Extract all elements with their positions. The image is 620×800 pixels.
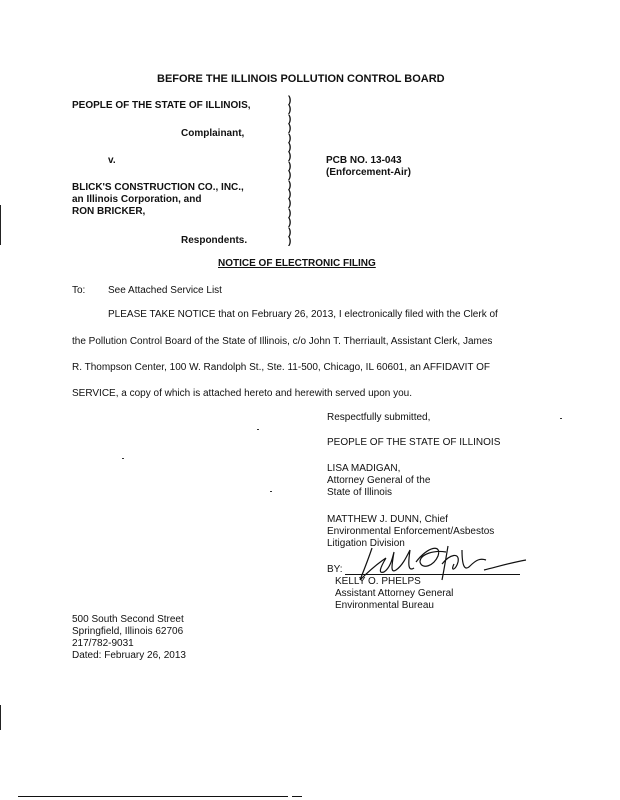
ag-name: LISA MADIGAN, [327,463,401,474]
paren: ) [288,226,292,238]
case-number: PCB NO. 13-043 [326,155,402,166]
caption-parens [288,96,291,247]
ag-title-2: State of Illinois [327,487,393,498]
paren: ) [288,132,292,144]
ag-title-1: Attorney General of the [327,475,431,486]
scan-margin-mark [0,205,1,245]
paren: ) [288,95,292,106]
paren: ) [288,142,292,154]
notice-line: R. Thompson Center, 100 W. Randolph St., Ste. 11-500, Chicago, IL 60601, an AFFIDAVIT OF [72,362,491,373]
plaintiff-name: PEOPLE OF THE STATE OF ILLINOIS, [72,100,251,111]
by-label: BY: [327,564,343,575]
scan-margin-mark [0,705,1,730]
paren: ) [288,170,292,182]
party-name: PEOPLE OF THE STATE OF ILLINOIS [327,437,501,448]
defendant-line-1: BLICK'S CONSTRUCTION CO., INC., [72,182,244,193]
versus-label: v. [108,155,116,166]
paren: ) [288,207,292,219]
scan-speck [257,429,259,430]
paren: ) [288,123,292,135]
notice-line: the Pollution Control Board of the State of Illinois, c/o John T. Therriault, Assistant Clerk, James [72,336,493,347]
scan-speck [122,458,124,459]
notice-line: SERVICE, a copy of which is attached hereto and herewith served upon you. [72,388,413,399]
signer-title-1: Assistant Attorney General [335,588,454,599]
closing-text: Respectfully submitted, [327,412,431,423]
scan-bottom-edge [292,796,302,797]
address-city: Springfield, Illinois 62706 [72,626,184,637]
paren: ) [288,179,292,191]
chief-title-1: Environmental Enforcement/Asbestos [327,526,495,537]
defendant-line-3: RON BRICKER, [72,206,146,217]
paren: ) [288,236,292,248]
paren: ) [288,104,292,116]
address-street: 500 South Second Street [72,614,184,625]
defendant-line-2: an Illinois Corporation, and [72,194,202,205]
chief-name: MATTHEW J. DUNN, Chief [327,514,448,525]
dated-line: Dated: February 26, 2013 [72,650,186,661]
defendant-role: Respondents. [181,235,248,246]
paren: ) [288,151,292,163]
address-phone: 217/782-9031 [72,638,134,649]
paren: ) [288,217,292,229]
notice-line: PLEASE TAKE NOTICE that on February 26, 2013, I electronically filed with the Clerk of [108,309,498,320]
scan-speck [560,418,562,419]
scan-bottom-edge [18,796,288,797]
plaintiff-role: Complainant, [181,128,245,139]
to-label: To: [72,285,86,296]
paren: ) [288,189,292,201]
signer-name: KELLY O. PHELPS [335,576,421,587]
case-type: (Enforcement-Air) [326,167,412,178]
signer-title-2: Environmental Bureau [335,600,434,611]
paren: ) [288,113,292,125]
page-title: BEFORE THE ILLINOIS POLLUTION CONTROL BOARD [157,73,445,85]
paren: ) [288,160,292,172]
chief-title-2: Litigation Division [327,538,405,549]
to-value: See Attached Service List [108,285,222,296]
scan-speck [270,491,272,492]
notice-title: NOTICE OF ELECTRONIC FILING [218,258,376,269]
paren: ) [288,198,292,210]
